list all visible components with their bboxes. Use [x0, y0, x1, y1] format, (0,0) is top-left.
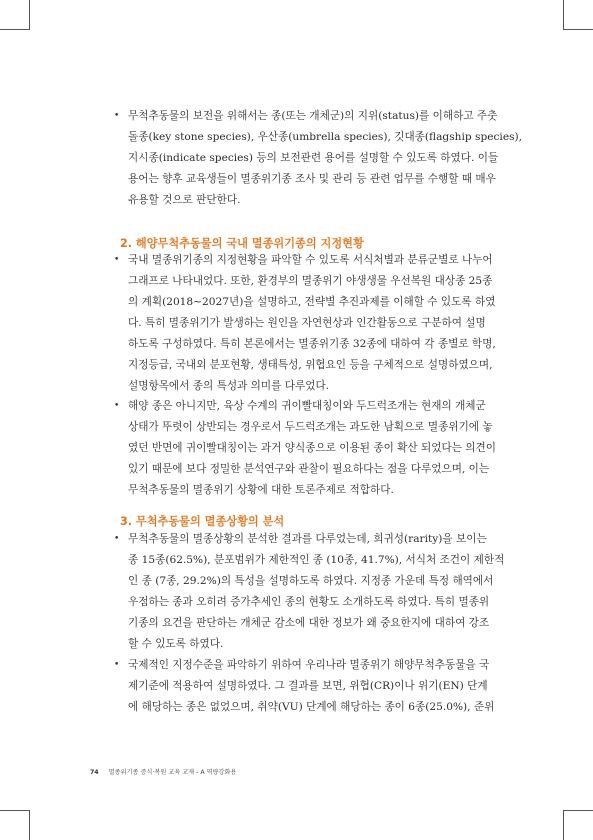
paragraph-line: 다. 특히 멸종위기가 발생하는 원인을 자연현상과 인간활동으로 구분하여 설명 [128, 317, 486, 329]
bullet-international-criteria [114, 655, 494, 718]
paragraph-line: 하도록 구성하였다. 특히 본론에서는 멸종위기종 32종에 대하여 각 종별로 학명, [128, 338, 496, 350]
bullet-icon: • [114, 401, 120, 411]
bullet-icon: • [114, 534, 120, 544]
bullet-icon: • [114, 660, 120, 670]
paragraph-line: 돌종(key stone species), 우산종(umbrella species), 깃대종(flagship species), [128, 131, 523, 143]
footer-text: 멸종위기종 증식·복원 교육 교재 - A 역량강화용 [108, 769, 237, 776]
paragraph-line: 종 15종(62.5%), 분포범위가 제한적인 종 (10종, 41.7%), 서식처 조건이 제한적 [128, 554, 505, 566]
bullet-conservation-terms [114, 106, 523, 211]
paragraph-line: 의 계획(2018~2027년)을 설명하고, 전략별 추진과제를 이해할 수 있도록 하였 [128, 296, 496, 308]
paragraph-line: 였던 반면에 귀이빨대칭이는 과거 양식종으로 이용된 종이 확산 되었다는 의견이 [128, 442, 497, 454]
bullet-icon: • [114, 255, 120, 265]
paragraph-line: 무척추동물의 멸종상황의 분석한 결과를 다루었는데, 희귀성(rarity)을 보이는 [128, 533, 487, 545]
paragraph-line: 제기준에 적용하여 설명하였다. 그 결과를 보면, 위협(CR)이나 위기(EN) 단계 [128, 680, 488, 692]
paragraph-line: 우점하는 종과 오히려 증가추세인 종의 현황도 소개하도록 하였다. 특히 멸종위 [128, 596, 490, 608]
section-heading-3: 3. 무척추동물의 멸종상황의 분석 [120, 515, 285, 528]
paragraph-line: 할 수 있도록 하였다. [128, 638, 224, 650]
bullet-designation-status [114, 250, 494, 397]
paragraph-line: 지정등급, 국내외 분포현황, 생태특성, 위협요인 등을 구체적으로 설명하였으며, [128, 359, 493, 371]
paragraph-line: 용어는 향후 교육생들이 멸종위기종 조사 및 관리 등 관련 업무를 수행할 때 매우 [128, 173, 496, 185]
paragraph-line: 설명항목에서 종의 특성과 의미를 다루었다. [128, 380, 330, 392]
paragraph-line: 지시종(indicate species) 등의 보전관련 용어를 설명할 수 있도록 하였다. 이들 [128, 152, 499, 164]
paragraph-line: 에 해당하는 종은 없었으며, 취약(VU) 단계에 해당하는 종이 6종(25.0%), 준위 [128, 701, 495, 713]
paragraph-line: 해양 종은 아니지만, 육상 수계의 귀이빨대칭이와 두드럭조개는 현재의 개체군 [128, 400, 486, 412]
paragraph-line: 상태가 뚜렷이 상반되는 경우로서 두드럭조개는 과도한 남획으로 멸종위기에 놓 [128, 421, 493, 433]
paragraph-line: 국내 멸종위기종의 지정현황을 파악할 수 있도록 서식처별과 분류군별로 나누어 [128, 254, 493, 266]
bullet-freshwater-mussels [114, 396, 497, 501]
bullet-icon: • [114, 111, 120, 121]
section-heading-2: 2. 해양무척추동물의 국내 멸종위기종의 지정현황 [120, 237, 364, 250]
paragraph-line: 있기 때문에 보다 정밀한 분석연구와 관찰이 필요하다는 점을 다루었으며, 이는 [128, 463, 490, 475]
paragraph-line: 기종의 요건을 판단하는 개체군 감소에 대한 정보가 왜 중요한지에 대하여 강조 [128, 617, 490, 629]
paragraph-line: 국제적인 지정수준을 파악하기 위하여 우리나라 멸종위기 해양무척추동물을 국 [128, 659, 490, 671]
paragraph-line: 유용할 것으로 판단한다. [128, 194, 241, 206]
paragraph-line: 무척추동물의 멸종위기 상황에 대한 토론주제로 적합하다. [128, 484, 394, 496]
page-footer [90, 767, 236, 776]
paragraph-line: 인 종 (7종, 29.2%)의 특성을 설명하도록 하였다. 지정종 가운데 특정 해역에서 [128, 575, 494, 587]
page-number: 74 [90, 769, 99, 776]
paragraph-line: 무척추동물의 보전을 위해서는 종(또는 개체군)의 지위(status)를 이해하고 주춧 [128, 110, 498, 122]
bullet-extinction-analysis [114, 529, 505, 655]
paragraph-line: 그래프로 나타내었다. 또한, 환경부의 멸종위기 야생생물 우선복원 대상종 25종 [128, 275, 493, 287]
